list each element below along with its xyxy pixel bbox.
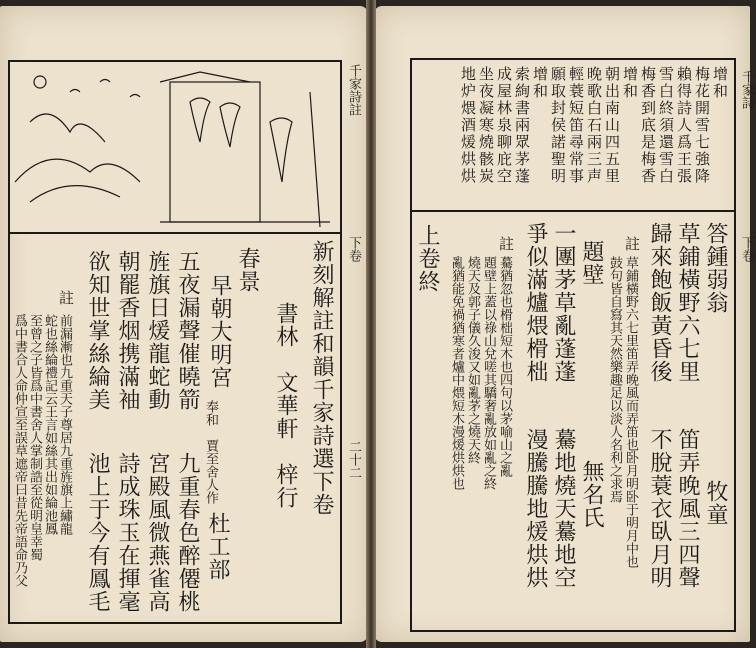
left-page-frame xyxy=(8,60,342,624)
poem1-note-2: 鼓句皆自寫其天然樂趣足以淡人名利之求焉 xyxy=(607,256,622,503)
poem1-note-label: 註 xyxy=(623,236,641,253)
woodblock-illustration xyxy=(10,62,340,232)
commentary-line-3: 至曾之子皆爲中書舍人掌制誥至從明皇幸蜀 xyxy=(27,314,42,561)
poem-section-title: 春景 xyxy=(235,247,260,293)
top-col-11: 增和 xyxy=(531,66,549,100)
poem-line-3a: 朝罷香烟携滿袖 xyxy=(115,250,140,411)
poem2-note-4: 亂猶能免禍猶寒者爐中煨短木漫煖烘烘也 xyxy=(449,256,464,490)
top-col-8: 晚歌白石兩三声 xyxy=(585,66,603,185)
poem-line-3b: 詩成珠玉在揮毫 xyxy=(115,452,140,613)
poem-line-4b: 池上于今有鳳毛 xyxy=(85,452,110,613)
poem1-author: 牧童 xyxy=(703,480,728,526)
right-page-frame xyxy=(410,58,736,632)
poem2-author: 無名氏 xyxy=(579,460,604,529)
book-title: 新刻解註和韻千家詩選下卷 xyxy=(309,240,334,516)
top-section-divider xyxy=(412,210,734,212)
top-col-5: 梅香到底是梅香 xyxy=(639,66,657,185)
poem1-note-1: 草鋪橫野六七里笛弄晚風而弄笛也卧月明卧于明月中也 xyxy=(623,256,638,568)
poem2-line-4: 漫騰騰地煖烘烘 xyxy=(523,428,548,589)
poem1-line-4: 不脫蓑衣臥月明 xyxy=(647,428,672,589)
poem-title: 早朝大明宮 xyxy=(207,274,232,389)
poem1-line-2: 歸來飽飯黃昏後 xyxy=(647,222,672,383)
volume-end-mark: 上卷終 xyxy=(415,224,440,293)
book-gutter xyxy=(366,0,376,648)
left-spine-volume: 下卷 xyxy=(346,236,361,262)
commentary-label: 註 xyxy=(57,290,75,307)
poem2-line-3: 驀地燒天驀地空 xyxy=(551,428,576,589)
commentary-line-2: 蛇也絲綸禮記云王言如絲其出如綸池鳳 xyxy=(42,314,57,535)
poem1-line-1: 草鋪橫野六七里 xyxy=(675,222,700,383)
right-spine-volume: 下卷 xyxy=(739,236,754,262)
top-col-1: 增和 xyxy=(711,66,729,100)
top-col-7: 朝出南山四五里 xyxy=(603,66,621,185)
left-spine-page: 二十二 xyxy=(346,440,361,479)
commentary-line-1: 前漏漸也九重天子尊居九重旌旗上繡龍 xyxy=(57,314,72,535)
poem-author: 杜工部 xyxy=(205,512,230,581)
top-col-12: 索絢書兩眾茅蓬 xyxy=(513,66,531,185)
top-col-4: 雪白終須還雪白 xyxy=(657,66,675,185)
poem2-note-2: 題壁上蓋以祿山兌嗟其驕奢亂放如亂之終 xyxy=(481,256,496,490)
top-col-10: 願取封侯諾聖明 xyxy=(549,66,567,185)
poem2-line-1: 一團茅草亂蓬蓬 xyxy=(551,222,576,383)
poem-attribution: 奉和 賈至舍人作 xyxy=(203,400,218,504)
poem2-note-1: 驀猶忽也榾柮短木也四句以茅喻山之亂 xyxy=(497,256,512,477)
commentary-line-4: 爲中書合人命仲宣至誤草遮帝曰昔先帝語命乃父 xyxy=(12,314,27,587)
top-col-9: 輕蓑短笛尋常事 xyxy=(567,66,585,185)
illustration-divider xyxy=(10,232,340,234)
top-col-3: 賴得詩人爲王張 xyxy=(675,66,693,185)
poem-line-4a: 欲知世掌絲綸美 xyxy=(85,250,110,411)
publisher-line: 書林 文華軒 梓行 xyxy=(273,302,298,509)
poem-line-1a: 五夜漏聲催曉箭 xyxy=(175,250,200,411)
poem-line-2b: 宮殿風微燕雀高 xyxy=(145,452,170,613)
poem1-title: 答鍾弱翁 xyxy=(703,222,728,314)
poem-line-1b: 九重春色醉僊桃 xyxy=(175,452,200,613)
left-spine-title: 千家詩註 xyxy=(346,64,361,116)
poem2-note-label: 註 xyxy=(497,236,515,253)
top-col-2: 梅花開雪七強降 xyxy=(693,66,711,185)
poem2-line-2: 爭似滿爐煨榾柮 xyxy=(523,222,548,383)
right-spine-title: 千家詩 xyxy=(739,70,754,109)
poem2-note-3: 燒天及郭子儀久浚又如亂茅之燒天終 xyxy=(465,256,480,464)
top-col-13: 成屋林泉聊庇空 xyxy=(495,66,513,185)
top-col-15: 地炉煨酒煖烘烘 xyxy=(459,66,477,185)
poem2-title: 題壁 xyxy=(579,240,604,286)
top-col-14: 坐夜凝寒燒骸炭 xyxy=(477,66,495,185)
top-col-6: 增和 xyxy=(621,66,639,100)
poem-line-2a: 旌旗日煖龍蛇動 xyxy=(145,250,170,411)
poem1-line-3: 笛弄晚風三四聲 xyxy=(675,428,700,589)
